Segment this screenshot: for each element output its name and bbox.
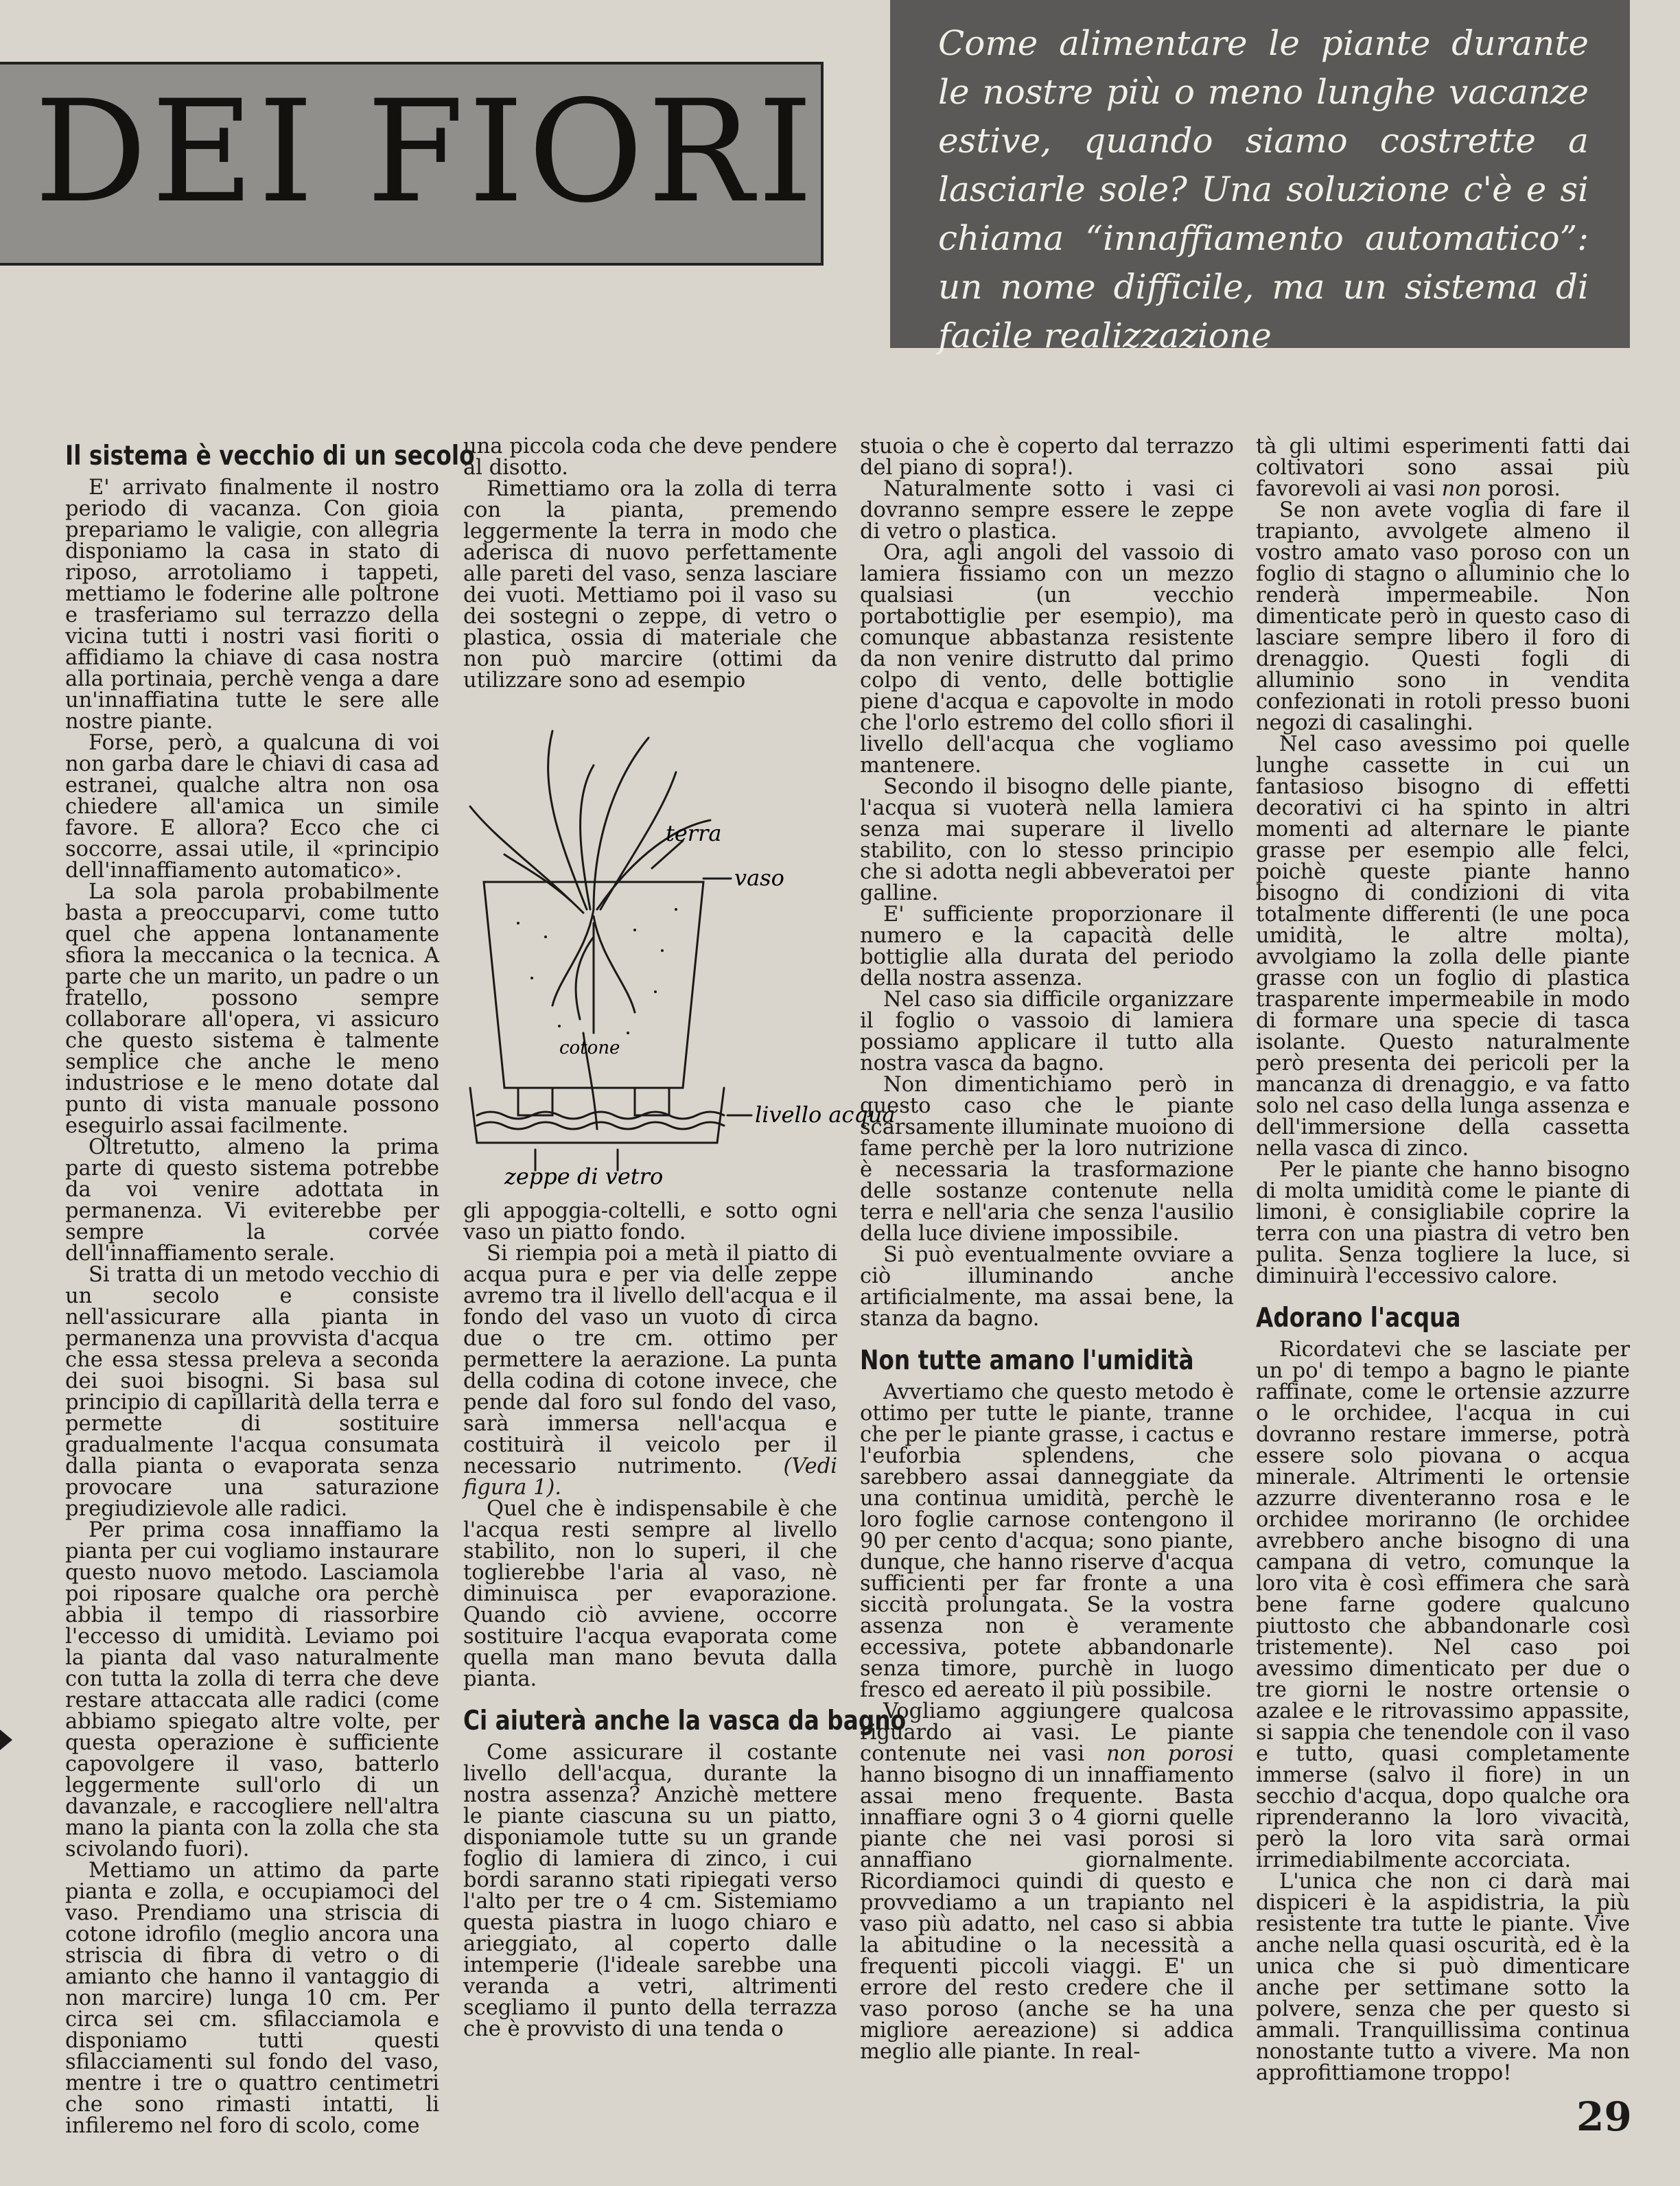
section-heading-2: Ci aiuterà anche la vasca da bagno bbox=[463, 1706, 907, 1736]
paragraph: Forse, però, a qualcuna di voi non garba dare le chiavi di casa ad estranei, qualche altra non osa chiedere all'amica un simile favore. E allora? Ecco che ci soccorre, assai utile, il «principio dell'innaffiamento automatico». bbox=[65, 731, 439, 883]
paragraph: Come assicurare il costante livello dell'acqua, durante la nostra assenza? Anzichè mettere le piante ciascuna su un piatto, disponiamole tutte su un grande foglio di lamiera di zinco, i cui bordi saranno stati ripiegati verso l'alto per tre o 4 cm. Sistemiamo questa piastra in luogo chiaro e arieggiato, al coperto dalle intemperie (l'ideale sarebbe una veranda a vetri, altrimenti scegliamo il punto della terrazza che è provvisto di una tenda o bbox=[463, 1741, 837, 2041]
paragraph: Per le piante che hanno bisogno di molta umidità come le piante di limoni, è consigliabile coprire la terra con una piastra di vetro ben pulita. Senza togliere la luce, si diminuirà l'eccessivo calore. bbox=[1256, 1158, 1630, 1288]
paragraph: Ora, agli angoli del vassoio di lamiera fissiamo con un mezzo qualsiasi (un vecchio portabottiglie per esempio), ma comunque abbastanza resistente da non venire distrutto dal primo colpo di vento, delle bottiglie piene d'acqua e capovolte in modo che l'orlo estremo del collo sfiori il livello dell'acqua che vogliamo mantenere. bbox=[860, 541, 1234, 778]
pot-diagram-figure bbox=[456, 704, 896, 1189]
paragraph: Per prima cosa innaffiamo la pianta per cui vogliamo instaurare questo nuovo metodo. Lasciamola poi riposare qualche ora perchè abbia il tempo di riassorbire l'eccesso di umidità. Leviamo poi la pianta dal vaso naturalmente con tutta la zolla di terra che deve restare attaccata alle radici (come abbiamo spiegato altre volte, per questa operazione è sufficiente capovolgere il vaso, batterlo leggermente sull'orlo di un davanzale, e raccogliere nell'altra mano la pianta con la zolla che sta scivolando fuori). bbox=[65, 1518, 439, 1861]
figure-reference: (Vedi figura 1). bbox=[463, 1454, 837, 1500]
paragraph bbox=[463, 1243, 837, 1498]
paragraph-text: hanno bisogno di un innaffiamento assai meno frequente. Basta innaffiare ogni 3 o 4 giorni quelle piante che nei vasi porosi si annaffiano giornalmente. Ricordiamoci quindi di questo e provvediamo a un trapianto nel vaso più adatto, nel caso si abbia la abitudine o la necessità a frequenti piccoli viaggi. E' un errore del resto credere che il vaso poroso (anche se ha una migliore aereazione) si addica meglio alle piante. In real- bbox=[860, 1763, 1234, 2064]
paragraph: E' arrivato finalmente il nostro periodo di vacanza. Con gioia prepariamo le valigie, con allegria disponiamo la casa in stato di riposo, arrotoliamo i tappeti, mettiamo le foderine alle poltrone e trasferiamo sul terrazzo della vicina tutti i nostri vasi fioriti o affidiamo la chiave di casa nostra alla portinaia, perchè venga a dare un'innaffiatina tutte le sere alle nostre piante. bbox=[65, 476, 439, 734]
column-3 bbox=[860, 436, 1234, 2062]
paragraph-text: porosi. bbox=[1481, 477, 1561, 501]
paragraph bbox=[1256, 436, 1630, 500]
figure-label-livello-acqua: livello acqua bbox=[755, 1102, 896, 1128]
figure-label-terra: terra bbox=[666, 820, 722, 846]
paragraph: Ricordatevi che se lasciate per un po' di tempo a bagno le piante raffinate, come le ortensie azzurre o le orchidee, l'acqua in cui dovranno restare immerse, potrà essere solo piovana o acqua minerale. Altrimenti le ortensie azzurre diventeranno rosa e le orchidee moriranno (le orchidee avrebbero anche bisogno di una campana di vetro, comunque la loro vita è così effimera che sarà bene farne godere qualcuno piuttosto che abbandonarle così tristemente). Nel caso poi avessimo dimenticato per due o tre giorni le nostre ortensie o azalee e le ritrovassimo appassite, si sappia che tenendole con il vaso e tutto, quasi completamente immerse (salvo il fiore) in un secchio d'acqua, dopo qualche ora riprenderanno la loro vivacità, però la loro vita sarà ormai irrimediabilmente accorciata. bbox=[1256, 1338, 1630, 1872]
paragraph: Se non avete voglia di fare il trapianto, avvolgete almeno il vostro amato vaso poroso con un foglio di stagno o alluminio che lo renderà impermeabile. Non dimenticate però in questo caso di lasciare sempre libero il foro di drenaggio. Questi fogli di alluminio sono in vendita confezionati in rotoli presso buoni negozi di casalinghi. bbox=[1256, 498, 1630, 735]
paragraph-text: Si riempia poi a metà il piatto di acqua pura e per via delle zeppe avremo tra il livello dell'acqua e il fondo del vaso un vuoto di circa due o tre cm. ottimo per permettere la aerazione. La punta della codina di cotone invece, che pende dal foro sul fondo del vaso, sarà immersa nell'acqua e costituirà il veicolo per il necessario nutrimento. bbox=[463, 1242, 837, 1478]
water-waves bbox=[477, 1122, 724, 1129]
water-waves bbox=[477, 1112, 724, 1119]
figure-label-cotone: cotone bbox=[559, 1038, 620, 1058]
section-heading-3: Non tutte amano l'umidità bbox=[860, 1345, 1194, 1376]
paragraph: gli appoggia-coltelli, e sotto ogni vaso un piatto fondo. bbox=[463, 1199, 837, 1244]
paragraph-text: Vogliamo aggiungere qualcosa riguardo ai vasi. Le piante contenute nei vasi bbox=[860, 1699, 1234, 1766]
paragraph: Quel che è indispensabile è che l'acqua resti sempre al livello stabilito, non lo superi, il che toglierebbe l'aria al vaso, nè diminuisca per evaporazione. Quando ciò avviene, occorre sostituire l'acqua evaporata come quella man mano bevuta dalla pianta. bbox=[463, 1497, 837, 1691]
column-2 bbox=[463, 434, 907, 2041]
paragraph bbox=[860, 1701, 1234, 2062]
plant-roots bbox=[552, 909, 635, 1033]
figure-label-zeppe: zeppe di vetro bbox=[504, 1163, 664, 1189]
paragraph: Non dimentichiamo però in questo caso che le piante scarsamente illuminate muoiono di fame perchè per la loro nutrizione è necessaria la trasformazione delle sostanze contenute nella terra e nell'aria che senza l'ausilio della luce diviene impossibile. bbox=[860, 1073, 1234, 1246]
paragraph: E' sufficiente proporzionare il numero e la capacità delle bottiglie alla durata del periodo della nostra assenza. bbox=[860, 903, 1234, 990]
paragraph: Oltretutto, almeno la prima parte di questo sistema potrebbe da voi venire adottata in permanenza. Vi eviterebbe per sempre la corvée dell'innaffiamento serale. bbox=[65, 1135, 439, 1266]
italic-text: non porosi bbox=[1106, 1742, 1234, 1766]
paragraph: Nel caso sia difficile organizzare il foglio o vassoio di lamiera possiamo applicare il tutto alla nostra vasca da bagno. bbox=[860, 988, 1234, 1075]
margin-arrow-icon bbox=[0, 1730, 12, 1750]
paragraph-text: tà gli ultimi esperimenti fatti dai coltivatori sono assai più favorevoli ai vasi bbox=[1256, 434, 1630, 501]
water-dish bbox=[470, 1088, 724, 1143]
intro-text: Come alimentare le piante durante le nostre più o meno lunghe vacanze estive, quando siamo costrette a lasciarle sole? Una soluzione c'è e si chiama “innaffiamento automatico”: un nome difficile, ma un sistema di facile realizzazione bbox=[938, 23, 1589, 356]
paragraph: Nel caso avessimo poi quelle lunghe cassette in cui un fantasioso bisogno di effetti decorativi ci ha spinto in altri momenti ad alternare le piante grasse per esempio alle felci, poichè queste piante hanno bisogno di condizioni di vita totalmente differenti (le une poca umidità, le altre molta), avvolgiamo la zolla delle piante grasse con un foglio di plastica trasparente impermeabile in modo di formare una specie di tasca isolante. Questo naturalmente però presenta dei pericoli per la mancanza di drenaggio, e va fatto solo nel caso della lunga assenza e dell'immersione della cassetta nella vasca di zinco. bbox=[1256, 732, 1630, 1161]
figure-label-vaso: vaso bbox=[734, 865, 784, 891]
paragraph: stuoia o che è coperto dal terrazzo del piano di sopra!). bbox=[860, 434, 1234, 480]
paragraph: La sola parola probabilmente basta a preoccuparvi, come tutto quel che appena lontanamente sfiora la meccanica o la tecnica. A parte che un marito, un padre o un fratello, possono sempre collaborare all'opera, vi assicuro che questo sistema è talmente semplice che anche le meno industriose e le meno dotate dal punto di vista manuale possono eseguirlo assai facilmente. bbox=[65, 880, 439, 1138]
column-1 bbox=[65, 436, 475, 2138]
section-heading-1: Il sistema è vecchio di un secolo bbox=[65, 441, 475, 472]
column-4 bbox=[1256, 436, 1630, 2084]
page-number: 29 bbox=[1576, 2093, 1632, 2140]
paragraph: Si può eventualmente ovviare a ciò illuminando anche artificialmente, ma assai bene, la stanza da bagno. bbox=[860, 1243, 1234, 1331]
paragraph: Avvertiamo che questo metodo è ottimo per tutte le piante, tranne che per le piante grasse, i cactus e l'euforbia splendens, che sarebbero assai danneggiate da una continua umidità, perchè le loro foglie carnose contengono il 90 per cento d'acqua; sono piante, dunque, che hanno riserve d'acqua sufficienti per far fronte a una siccità prolungata. Se la vostra assenza non è veramente eccessiva, potete abbandonarle senza timore, purchè in luogo fresco ed aereato il più possibile. bbox=[860, 1380, 1234, 1702]
paragraph: L'unica che non ci darà mai dispiceri è la aspidistria, la più resistente tra tutte le piante. Vive anche nella quasi oscurità, ed è la unica che si può dimenticare anche per settimane sotto la polvere, senza che per questo si ammali. Tranquillissima continua nonostante tutto a vivere. Ma non approfittiamone troppo! bbox=[1256, 1870, 1630, 2085]
paragraph: una piccola coda che deve pendere al disotto. bbox=[463, 434, 837, 480]
paragraph: Secondo il bisogno delle piante, l'acqua si vuoterà nella lamiera senza mai superare il livello stabilito, con lo stesso principio che si adotta negli abbeveratoi per galline. bbox=[860, 775, 1234, 905]
page-title: DEI FIORI bbox=[34, 71, 817, 234]
paragraph: Naturalmente sotto i vasi ci dovranno sempre essere le zeppe di vetro o plastica. bbox=[860, 477, 1234, 544]
section-heading-4: Adorano l'acqua bbox=[1256, 1303, 1461, 1334]
paragraph: Si tratta di un metodo vecchio di un secolo e consiste nell'assicurare alla pianta in permanenza una provvista d'acqua che essa stessa preleva a seconda dei suoi bisogni. Si basa sul principio di capillarità della terra e permette di sostituire gradualmente l'acqua consumata dalla pianta o evaporata senza provocare una saturazione pregiudizievole alle radici. bbox=[65, 1263, 439, 1521]
paragraph: Rimettiamo ora la zolla di terra con la pianta, premendo leggermente la terra in modo che aderisca di nuovo perfettamente alle pareti del vaso, senza lasciare dei vuoti. Mettiamo poi il vaso su dei sostegni o zeppe, di vetro o plastica, ossia di materiale che non può marcire (ottimi da utilizzare sono ad esempio bbox=[463, 477, 837, 693]
paragraph: Mettiamo un attimo da parte pianta e zolla, e occupiamoci del vaso. Prendiamo una striscia di cotone idrofilo (meglio ancora una striscia di fibra di vetro o di amianto che hanno il vantaggio di non marcire) lunga 10 cm. Per circa sei cm. sfilacciamola e disponiamo tutti questi sfilacciamenti sul fondo del vaso, mentre i tre o quattro centimetri che sono rimasti intatti, li infileremo nel foro di scolo, come bbox=[65, 1859, 439, 2138]
italic-text: non bbox=[1441, 477, 1482, 501]
intro-box bbox=[890, 0, 1630, 356]
